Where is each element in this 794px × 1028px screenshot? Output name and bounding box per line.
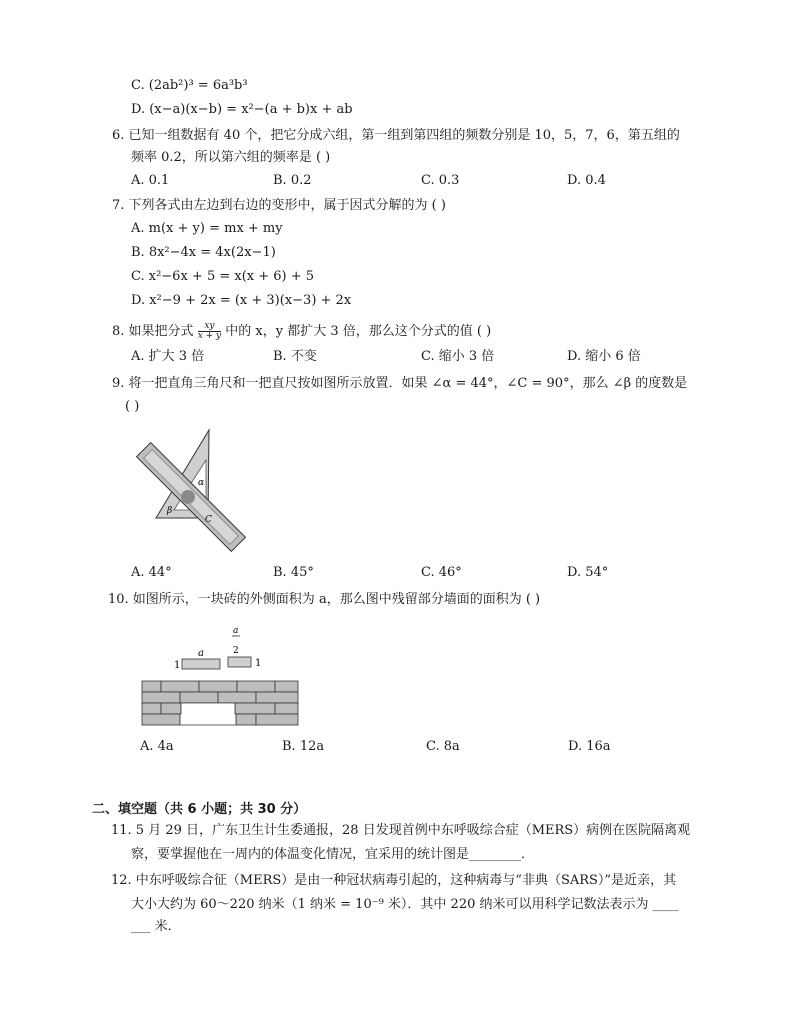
q8-option-d: D. 缩小 6 倍 xyxy=(567,349,641,364)
q7-stem: 7. 下列各式由左边到右边的变形中，属于因式分解的为 ( ) xyxy=(112,198,446,213)
angle-beta-label: β xyxy=(167,506,173,516)
brick-length-label: a xyxy=(198,648,204,659)
q8-fraction-denominator: x + y xyxy=(197,331,222,341)
half-brick-denominator: 2 xyxy=(233,646,239,656)
q6-stem-line1: 6. 已知一组数据有 40 个，把它分成六组，第一组到第四组的频数分别是 10，5，7，6，第五组的 xyxy=(112,128,680,143)
q10-figure-brick-wall xyxy=(138,622,303,728)
angle-alpha-label: α xyxy=(198,478,205,488)
q11-stem-line2: 察，要掌握他在一周内的体温变化情况，宜采用的统计图是________． xyxy=(131,847,535,862)
q7-option-d: D. x²−9 + 2x = (x + 3)(x−3) + 2x xyxy=(131,293,352,308)
q10-option-a: A. 4a xyxy=(140,739,174,754)
q5-option-d: D. (x−a)(x−b) = x²−(a + b)x + ab xyxy=(131,102,353,117)
q8-option-c: C. 缩小 3 倍 xyxy=(421,349,495,364)
q6-option-c: C. 0.3 xyxy=(421,173,460,188)
q8-stem xyxy=(112,322,491,341)
q9-stem-line1: 9. 将一把直角三角尺和一把直尺按如图所示放置．如果 ∠α = 44°，∠C = 90°，那么 ∠β 的度数是 xyxy=(112,376,688,391)
q9-option-a: A. 44° xyxy=(131,565,172,580)
q10-stem: 10. 如图所示，一块砖的外侧面积为 a，那么图中残留部分墙面的面积为 ( ) xyxy=(108,592,541,607)
q9-option-c: C. 46° xyxy=(421,565,462,580)
q5-option-c: C. (2ab²)³ = 6a³b³ xyxy=(131,78,248,93)
q8-fraction xyxy=(198,322,221,341)
q9-stem-line2: ( ) xyxy=(125,399,140,414)
q12-stem-line2: 大小大约为 60～220 纳米（1 纳米 = 10⁻⁹ 米）．其中 220 纳米可以用科学记数法表示为 ____ xyxy=(131,897,679,912)
q9-option-d: D. 54° xyxy=(567,565,609,580)
q6-option-d: D. 0.4 xyxy=(567,173,606,188)
q6-option-a: A. 0.1 xyxy=(131,173,170,188)
q8-option-a: A. 扩大 3 倍 xyxy=(131,349,205,364)
brick-height-label-left: 1 xyxy=(174,660,181,671)
q7-option-c: C. x²−6x + 5 = x(x + 6) + 5 xyxy=(131,269,315,284)
wall-hole xyxy=(180,703,236,725)
q10-option-d: D. 16a xyxy=(568,739,611,754)
brick-height-label-right: 1 xyxy=(255,658,262,669)
q8-fraction-numerator: xy xyxy=(198,322,221,332)
brick-half xyxy=(228,657,251,667)
q10-option-b: B. 12a xyxy=(282,739,325,754)
q10-option-c: C. 8a xyxy=(426,739,460,754)
q12-stem-line1: 12. 中东呼吸综合征（MERS）是由一种冠状病毒引起的，这种病毒与“非典（SARS）”是近亲，其 xyxy=(111,873,677,888)
q7-option-b: B. 8x²−4x = 4x(2x−1) xyxy=(131,245,276,260)
q7-option-a: A. m(x + y) = mx + my xyxy=(131,221,283,236)
angle-c-label: C xyxy=(205,515,212,525)
q11-stem-line1: 11. 5 月 29 日，广东卫生计生委通报，28 日发现首例中东呼吸综合症（MERS）病例在医院隔离观 xyxy=(111,823,691,838)
section-title-fill-in: 二、填空题（共 6 小题；共 30 分） xyxy=(92,802,307,817)
q9-figure-triangle-ruler xyxy=(126,425,256,555)
q12-stem-line3: ___ 米． xyxy=(131,919,181,934)
brick-full xyxy=(182,659,220,669)
ruler-hole xyxy=(181,490,195,504)
q6-option-b: B. 0.2 xyxy=(273,173,312,188)
q9-option-b: B. 45° xyxy=(273,565,314,580)
q8-stem-pre: 8. 如果把分式 xyxy=(112,324,194,339)
q8-option-b: B. 不变 xyxy=(273,349,317,364)
q6-stem-line2: 频率 0.2，所以第六组的频率是 ( ) xyxy=(131,150,331,165)
half-brick-numerator: a xyxy=(233,626,239,636)
q8-stem-post: 中的 x，y 都扩大 3 倍，那么这个分式的值 ( ) xyxy=(225,324,492,339)
